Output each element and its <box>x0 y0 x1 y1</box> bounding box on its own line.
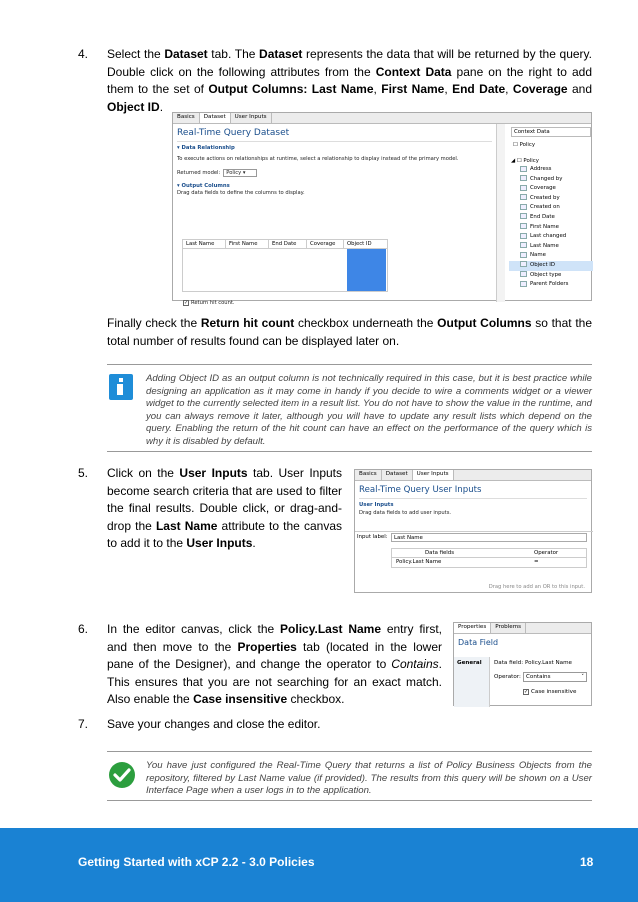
page-number: 18 <box>580 855 594 869</box>
context-attribute-item[interactable]: End Date <box>509 213 593 223</box>
return-hit-count-row[interactable]: ✓ Return hit count. <box>184 300 235 306</box>
tab-dataset[interactable]: Dataset <box>200 113 231 123</box>
tab-problems[interactable]: Problems <box>491 623 526 633</box>
step-number: 6. <box>78 622 89 636</box>
step-5-text: Click on the User Inputs tab. User Inputs become search criteria that are used to filter the final results. Double click, or drag-and-drop the Last Name attribute to the canvas to add it to the User Inputs. <box>107 466 343 550</box>
data-field-value: Policy.Last Name <box>525 660 573 666</box>
drag-hint: Drag data fields to define the columns to display. <box>177 190 305 196</box>
info-icon <box>109 374 133 400</box>
attribute-type-icon <box>520 204 527 210</box>
operator-label: Operator: <box>494 674 521 680</box>
case-insensitive-checkbox[interactable]: ✓ Case insensitive <box>524 689 577 695</box>
step-number: 7. <box>78 717 89 731</box>
panel-title: Data Field <box>458 638 499 647</box>
user-inputs-hint: Drag data fields to add user inputs. <box>359 510 452 516</box>
panel-title: Real-Time Query User Inputs <box>359 485 482 495</box>
attribute-type-icon <box>520 185 527 191</box>
context-attribute-list <box>509 165 593 290</box>
attribute-type-icon <box>520 271 527 277</box>
divider <box>107 751 592 752</box>
attribute-type-icon <box>520 281 527 287</box>
input-label-field[interactable]: Last Name <box>391 533 587 542</box>
checkbox-checked-icon[interactable]: ✓ <box>524 689 529 695</box>
divider <box>107 800 592 801</box>
column-header: Last Name <box>183 240 226 248</box>
data-field-label: Data field: <box>494 660 524 666</box>
operator-cell[interactable]: = <box>534 559 539 565</box>
checkmark-icon <box>109 762 135 788</box>
attribute-type-icon <box>520 252 527 258</box>
context-attribute-item[interactable]: First Name <box>509 223 593 233</box>
context-attribute-item[interactable]: Coverage <box>509 184 593 194</box>
attribute-type-icon <box>520 223 527 229</box>
tab-properties[interactable]: Properties <box>454 623 491 633</box>
relationship-description: To execute actions on relationships at runtime, select a relationship to display instead of the primary model. <box>177 156 459 162</box>
info-note: Adding Object ID as an output column is not technically required in this case, but it is best practice while designing an application as it may come in handy if you decide to wire a comments widget or a viewer widget to the currently selected item in a result list. You do not have to show the value in the runtime, and you can always remove it later, although you will have to update any result lists which depend on the query. Enabling the return of the hit count can have an effect on the performance of the query which is why it is disabled by default. <box>146 373 592 447</box>
footer-title: Getting Started with xCP 2.2 - 3.0 Policies <box>78 855 315 869</box>
checkbox-icon[interactable]: ☐ <box>516 158 522 164</box>
data-field-cell[interactable]: Policy.Last Name <box>396 559 442 565</box>
context-attribute-item[interactable]: Created on <box>509 203 593 213</box>
context-attribute-item[interactable]: Last Name <box>509 242 593 252</box>
step-6-text: In the editor canvas, click the Policy.Last Name entry first, and then move to the Properties tab (located in the lower pane of the Designer), and change the operator to Contains. This ensures that you are not searching for an exact match. Also enable the Case insensitive checkbox. <box>107 622 443 706</box>
context-attribute-item[interactable]: Object ID <box>509 261 593 271</box>
finally-text: Finally check the Return hit count checkbox underneath the Output Columns so that the total number of results found can be displayed later on. <box>107 316 593 348</box>
context-attribute-item[interactable]: Object type <box>509 271 593 281</box>
user-inputs-screenshot <box>354 469 592 593</box>
section-data-relationship[interactable]: ▾ Data Relationship <box>177 145 235 151</box>
step-number: 4. <box>78 47 89 61</box>
step-4-text: Select the Dataset tab. The Dataset represents the data that will be returned by the query. Double click on the following attributes from the Context Data pane on the right to add them to the set of Output Columns: Last Name, First Name, End Date, Coverage and Object ID. <box>107 47 593 114</box>
general-section-tab[interactable]: General <box>457 660 482 666</box>
context-attribute-item[interactable]: Last changed <box>509 232 593 242</box>
column-header: Coverage <box>307 240 344 248</box>
properties-screenshot <box>453 622 592 706</box>
column-header: Object ID <box>347 241 372 247</box>
context-attribute-item[interactable]: Changed by <box>509 175 593 185</box>
context-data-pane <box>509 124 593 302</box>
context-top-item[interactable]: ☐ Policy <box>513 142 536 148</box>
tab-basics[interactable]: Basics <box>173 113 200 123</box>
panel-title: Real-Time Query Dataset <box>177 128 290 138</box>
context-attribute-item[interactable]: Name <box>509 251 593 261</box>
step-number: 5. <box>78 466 89 480</box>
attribute-type-icon <box>520 194 527 200</box>
section-user-inputs: User Inputs <box>359 502 394 508</box>
input-label-label: Input label: <box>357 534 388 540</box>
tab-user-inputs[interactable]: User Inputs <box>413 470 454 480</box>
returned-model-row: Returned model: Policy ▾ <box>173 169 496 177</box>
context-attribute-item[interactable]: Parent Folders <box>509 280 593 290</box>
attribute-type-icon <box>520 166 527 172</box>
chevron-down-icon: ˅ <box>581 674 584 680</box>
column-header: Data fields <box>425 550 455 556</box>
step-7-text: Save your changes and close the editor. <box>107 717 321 731</box>
attribute-type-icon <box>520 242 527 248</box>
attribute-type-icon <box>520 175 527 181</box>
context-tree-root[interactable]: ◢ ☐ Policy <box>511 158 539 164</box>
column-header: Operator <box>534 550 559 556</box>
tab-user-inputs[interactable]: User Inputs <box>231 113 272 123</box>
attribute-type-icon <box>520 233 527 239</box>
dataset-screenshot <box>172 112 592 306</box>
checkbox-icon[interactable]: ☐ <box>513 142 518 148</box>
attribute-type-icon <box>520 261 527 267</box>
tab-dataset[interactable]: Dataset <box>382 470 413 480</box>
attribute-type-icon <box>520 213 527 219</box>
column-header: First Name <box>226 240 269 248</box>
success-note: You have just configured the Real-Time Query that returns a list of Policy Business Objects from the repository, filtered by Last Name value (if provided). The results from this query will be shown on a User Interface Page when a user logs in to the application. <box>146 760 592 797</box>
section-output-columns[interactable]: ▾ Output Columns <box>177 183 230 189</box>
checkbox-checked-icon[interactable]: ✓ <box>184 300 189 306</box>
returned-model-select[interactable]: Policy ▾ <box>223 169 257 177</box>
divider <box>107 451 592 452</box>
tab-basics[interactable]: Basics <box>355 470 382 480</box>
context-attribute-item[interactable]: Address <box>509 165 593 175</box>
column-header: End Date <box>269 240 307 248</box>
scrollbar[interactable] <box>497 124 505 302</box>
user-input-table[interactable] <box>391 548 587 568</box>
editor-tabs <box>173 113 591 124</box>
output-columns-grid[interactable] <box>182 239 388 292</box>
operator-select[interactable]: Contains ˅ <box>523 672 587 682</box>
context-attribute-item[interactable]: Created by <box>509 194 593 204</box>
selected-column <box>347 249 386 291</box>
or-drop-hint: Drag here to add an OR to this input. <box>488 584 585 590</box>
context-data-header: Context Data <box>511 127 591 137</box>
divider <box>107 364 592 365</box>
